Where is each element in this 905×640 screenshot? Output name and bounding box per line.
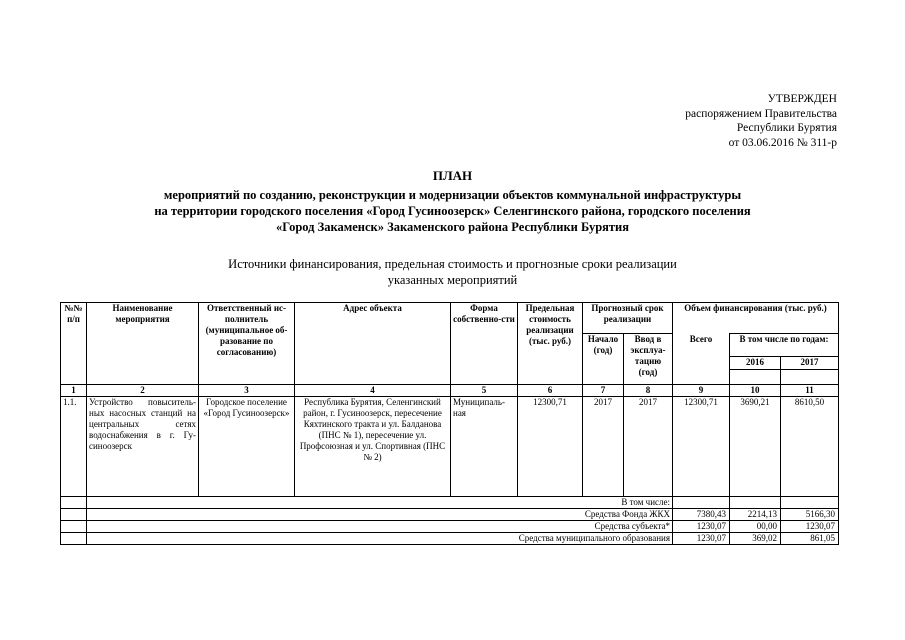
source-row <box>61 509 839 521</box>
row-2017: 8610,50 <box>781 397 839 497</box>
including-row <box>61 497 839 509</box>
header-year-2017: 2017 <box>781 357 839 370</box>
approval-order: распоряжением Правительства <box>685 107 837 120</box>
source-total: 1230,07 <box>673 521 730 533</box>
source-label: Средства Фонда ЖКХ <box>87 509 673 521</box>
approval-date: от 03.06.2016 № 311-р <box>728 136 837 149</box>
col-number: 4 <box>295 385 451 397</box>
document-subtitle <box>0 256 905 288</box>
source-label: Средства субъекта* <box>87 521 673 533</box>
header-funding: Объем финансирования (тыс. руб.) <box>673 303 839 334</box>
col-number: 7 <box>583 385 624 397</box>
header-num: №№ п/п <box>61 303 87 385</box>
source-row <box>61 533 839 545</box>
row-total: 12300,71 <box>673 397 730 497</box>
row-commission: 2017 <box>624 397 673 497</box>
header-address: Адрес объекта <box>295 303 451 385</box>
source-row <box>61 521 839 533</box>
header-max-cost: Предельная стоимость реализации (тыс. руб.) <box>518 303 583 385</box>
row-responsible: Городское поселение «Город Гусиноозерск» <box>199 397 295 497</box>
header-start: Начало (год) <box>583 334 624 385</box>
plan-table <box>60 302 839 545</box>
title-line-3: «Город Закаменск» Закаменского района Республики Бурятия <box>275 220 630 234</box>
source-2016: 2214,13 <box>730 509 781 521</box>
row-address: Республика Бурятия, Селенгинский район, г. Гусиноозерск, пересечение Кяхтинского тракта и ул. Балданова (ПНС № 1), пересечение ул. Профсоюзная и ул. Спортивная (ПНС № 2) <box>295 397 451 497</box>
approval-title: УТВЕРЖДЕН <box>767 93 837 105</box>
including-label: В том числе: <box>87 497 673 509</box>
row-start: 2017 <box>583 397 624 497</box>
source-total: 1230,07 <box>673 533 730 545</box>
approval-block <box>685 92 837 150</box>
source-total: 7380,43 <box>673 509 730 521</box>
row-max-cost: 12300,71 <box>518 397 583 497</box>
col-number: 1 <box>61 385 87 397</box>
title-line-2: на территории городского поселения «Город Гусиноозерск» Селенгинского района, городского поселения <box>154 204 751 218</box>
approval-authority: Республики Бурятия <box>736 122 837 134</box>
source-label: Средства муниципального образования <box>87 533 673 545</box>
source-2017: 861,05 <box>781 533 839 545</box>
col-number: 6 <box>518 385 583 397</box>
source-2016: 00,00 <box>730 521 781 533</box>
col-number: 10 <box>730 385 781 397</box>
table-row <box>61 397 839 497</box>
col-number: 2 <box>87 385 199 397</box>
header-ownership: Форма собственно-сти <box>451 303 518 385</box>
source-2017: 5166,30 <box>781 509 839 521</box>
col-number: 5 <box>451 385 518 397</box>
source-2016: 369,02 <box>730 533 781 545</box>
col-number: 3 <box>199 385 295 397</box>
row-ownership: Муниципаль-ная <box>451 397 518 497</box>
header-year-2016: 2016 <box>730 357 781 370</box>
title-line-1: мероприятий по созданию, реконструкции и модернизации объектов коммунальной инфраструктуры <box>163 188 742 202</box>
header-responsible: Ответственный ис-полнитель (муниципальное об-разование по согласованию) <box>199 303 295 385</box>
row-2016: 3690,21 <box>730 397 781 497</box>
header-name: Наименование мероприятия <box>87 303 199 385</box>
header-forecast: Прогнозный срок реализации <box>583 303 673 334</box>
subtitle-line-1: Источники финансирования, предельная стоимость и прогнозные сроки реализации <box>228 257 677 271</box>
document-title <box>0 168 905 235</box>
source-2017: 1230,07 <box>781 521 839 533</box>
col-number: 11 <box>781 385 839 397</box>
header-by-years: В том числе по годам: <box>730 334 839 357</box>
column-number-row <box>61 385 839 397</box>
col-number: 9 <box>673 385 730 397</box>
row-num: 1.1. <box>61 397 87 497</box>
subtitle-line-2: указанных мероприятий <box>387 273 518 287</box>
header-total: Всего <box>673 334 730 385</box>
col-number: 8 <box>624 385 673 397</box>
row-name: Устройство повыситель-ных насосных станций на центральных сетях водоснабжения в г. Гу-синоозерск <box>87 397 199 497</box>
title-heading: ПЛАН <box>432 168 473 183</box>
header-commission: Ввод в эксплуа-тацию (год) <box>624 334 673 385</box>
